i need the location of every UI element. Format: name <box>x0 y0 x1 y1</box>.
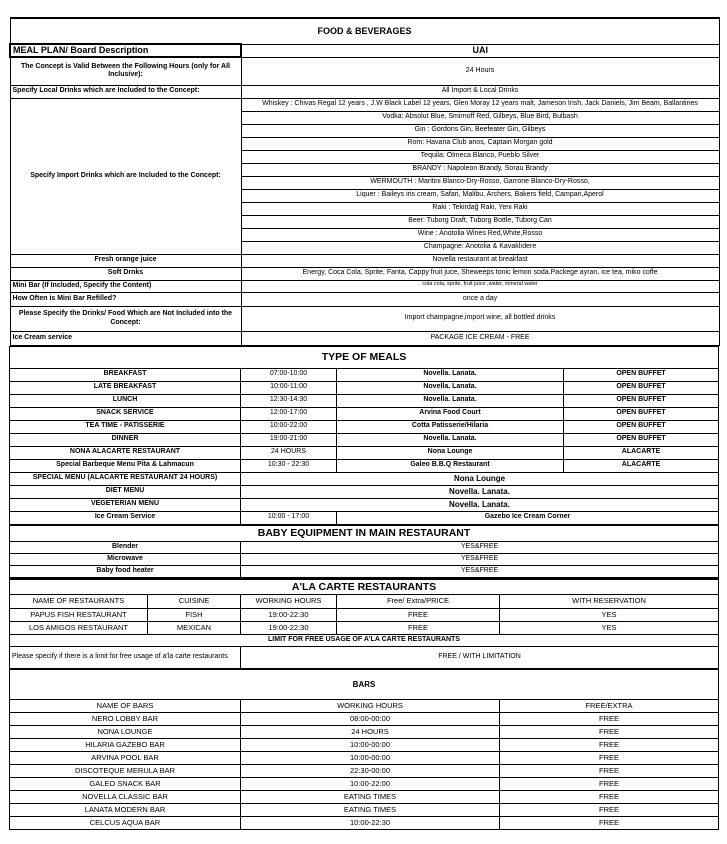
limit-value: FREE / WITH LIMITATION <box>241 647 719 669</box>
meal-plan-label: MEAL PLAN/ Board Description <box>10 44 241 57</box>
meal-place: Novella. Lanata. <box>337 381 564 394</box>
meal-name: NONA ALACARTE RESTAURANT <box>10 446 241 459</box>
meal-time: 12:00-17:00 <box>241 407 337 420</box>
meal-row <box>10 459 719 472</box>
meal-name: Special Barbeque Menu Pita & Lahmacun <box>10 459 241 472</box>
bar-hours: 10:00-22:30 <box>241 817 500 830</box>
baby-row <box>10 565 719 577</box>
baby-item-value: YES&FREE <box>241 553 719 565</box>
meal-name: SNACK SERVICE <box>10 407 241 420</box>
meal-place: Novella. Lanata. <box>337 368 564 381</box>
import-drink-item: Vodka: Absolut Blue, Smirnoff Red, Gilbeys, Blue Bird, Bulbash <box>241 111 719 124</box>
alacarte-name: PAPUS FISH RESTAURANT <box>10 609 148 622</box>
bar-row <box>10 713 719 726</box>
concept-hours-label: The Concept is Valid Between the Following Hours (only for All Inclusive): <box>10 57 241 85</box>
meal-row <box>10 446 719 459</box>
vegetarian-menu-value: Novella. Lanata. <box>241 498 719 511</box>
bar-hours: EATING TIMES <box>241 804 500 817</box>
limit-title: LIMIT FOR FREE USAGE OF A'LA CARTE RESTAURANTS <box>10 635 719 647</box>
meal-name: DINNER <box>10 433 241 446</box>
ice-cream-service-time: 10:00 - 17:00 <box>241 511 337 524</box>
baby-row <box>10 553 719 565</box>
mini-bar-refill-label: How Often is Mini Bar Refilled? <box>10 292 241 306</box>
meal-row <box>10 381 719 394</box>
meal-place: Novella. Lanata. <box>337 433 564 446</box>
bar-hours: 10:00-22:00 <box>241 778 500 791</box>
meal-type: ALACARTE <box>564 459 719 472</box>
bars-table <box>9 669 719 830</box>
bar-name: NERO LOBBY BAR <box>10 713 241 726</box>
bar-hours: 10:00-00:00 <box>241 739 500 752</box>
alacarte-column-header: WORKING HOURS <box>241 595 337 609</box>
alacarte-title: A'LA CARTE RESTAURANTS <box>10 579 719 595</box>
bars-column-header: NAME OF BARS <box>10 700 241 713</box>
baby-item-name: Baby food heater <box>10 565 241 577</box>
meal-row <box>10 394 719 407</box>
meal-time: 19:00-21:00 <box>241 433 337 446</box>
bar-hours: 24 HOURS <box>241 726 500 739</box>
meal-time: 12:30-14:30 <box>241 394 337 407</box>
fresh-juice-label: Fresh orange juice <box>10 254 241 267</box>
bar-name: GALEO SNACK BAR <box>10 778 241 791</box>
meal-name: BREAKFAST <box>10 368 241 381</box>
vegetarian-menu-label: VEGETERIAN MENU <box>10 498 241 511</box>
meal-type: OPEN BUFFET <box>564 420 719 433</box>
meal-place: Novella. Lanata. <box>337 394 564 407</box>
alacarte-cuisine: FISH <box>148 609 241 622</box>
meal-place: Arvina Food Court <box>337 407 564 420</box>
bar-price: FREE <box>500 778 719 791</box>
alacarte-hours: 19:00-22:30 <box>241 609 337 622</box>
special-menu-label: SPECIAL MENU (ALACARTE RESTAURANT 24 HOURS) <box>10 472 241 485</box>
bars-column-header: WORKING HOURS <box>241 700 500 713</box>
import-drink-item: Champagne: Anotolia & Kavaklıdere <box>241 241 719 254</box>
bar-name: DISCOTEQUE MERULA BAR <box>10 765 241 778</box>
bar-price: FREE <box>500 791 719 804</box>
meal-place: Galeo B.B.Q Restaurant <box>337 459 564 472</box>
baby-item-name: Blender <box>10 541 241 553</box>
soft-drinks-value: Energy, Coca Cola, Sprite, Fanta, Cappy fruit juce, Sheweeps tonic lemon soda.Packege ayran, ice tea, miko coffe <box>241 267 719 280</box>
ice-cream-service-place: Gazebo Ice Cream Corner <box>337 511 719 524</box>
alacarte-hours: 19:00-22:30 <box>241 622 337 635</box>
import-drinks-label: Specify Import Drinks which are Included to the Concept: <box>10 98 241 254</box>
bar-row <box>10 765 719 778</box>
import-drink-item: Raki : Tekirdağ Raki, Yeni Raki <box>241 202 719 215</box>
alacarte-column-header: WITH RESERVATION <box>500 595 719 609</box>
meal-row <box>10 407 719 420</box>
alacarte-reservation: YES <box>500 609 719 622</box>
baby-item-value: YES&FREE <box>241 565 719 577</box>
alacarte-table <box>9 578 719 670</box>
import-drink-item: Rom: Havana Club anos, Captain Morgan gold <box>241 137 719 150</box>
meals-table <box>9 346 719 525</box>
bar-hours: EATING TIMES <box>241 791 500 804</box>
bar-row <box>10 817 719 830</box>
meal-plan-value: UAI <box>241 44 719 57</box>
local-drinks-label: Specify Local Drinks which are Included to the Concept: <box>10 85 241 98</box>
meal-row <box>10 420 719 433</box>
ice-cream-label: Ice Cream service <box>10 331 241 345</box>
alacarte-price: FREE <box>337 622 500 635</box>
limit-label: Please specify if there is a limit for free usage of a'la carte restaurants <box>10 647 241 669</box>
meal-type: OPEN BUFFET <box>564 394 719 407</box>
alacarte-column-header: NAME OF RESTAURANTS <box>10 595 148 609</box>
baby-item-value: YES&FREE <box>241 541 719 553</box>
import-drink-item: BRANDY : Napoleon Brandy, Sorau Brandy <box>241 163 719 176</box>
bar-name: NOVELLA CLASSIC BAR <box>10 791 241 804</box>
alacarte-row <box>10 609 719 622</box>
alacarte-column-header: CUISINE <box>148 595 241 609</box>
bar-hours: 10:00-00:00 <box>241 752 500 765</box>
food-beverages-table <box>9 17 720 346</box>
meal-time: 10:00-11:00 <box>241 381 337 394</box>
bar-price: FREE <box>500 713 719 726</box>
alacarte-column-header: Free/ Extra/PRICE <box>337 595 500 609</box>
meal-row <box>10 433 719 446</box>
bar-name: NONA LOUNGE <box>10 726 241 739</box>
mini-bar-label: Mini Bar (If Included, Specify the Content) <box>10 280 241 292</box>
mini-bar-value: cola cola, sprite, fruit juice ,water, mineral water <box>241 280 719 292</box>
import-drink-item: Beer: Tuborg Draft, Tuborg Bottle, Tuborg Can <box>241 215 719 228</box>
local-drinks-value: All Import & Local Drinks <box>241 85 719 98</box>
import-drink-item: Whiskey : Chivas Regal 12 years , J.W Black Label 12 years, Glen Moray 12 years malt, Jameson Irish, Jack Daniels, Jim Beam, Ballantines <box>241 98 719 111</box>
fresh-juice-value: Novella restaurant at breakfast <box>241 254 719 267</box>
bar-row <box>10 804 719 817</box>
bar-price: FREE <box>500 765 719 778</box>
diet-menu-label: DIET MENU <box>10 485 241 498</box>
import-drink-item: Liquer : Baileys iris cream, Safari, Malibu, Archers, Bakers field, Campari,Aperol <box>241 189 719 202</box>
meal-type: OPEN BUFFET <box>564 368 719 381</box>
bar-name: LANATA MODERN BAR <box>10 804 241 817</box>
bar-price: FREE <box>500 804 719 817</box>
meal-row <box>10 368 719 381</box>
bar-price: FREE <box>500 752 719 765</box>
meal-time: 24 HOURS <box>241 446 337 459</box>
import-drink-item: Gin : Gordons Gin, Beefeater Gin, Gilbeys <box>241 124 719 137</box>
bar-row <box>10 726 719 739</box>
meal-name: LATE BREAKFAST <box>10 381 241 394</box>
alacarte-row <box>10 622 719 635</box>
baby-item-name: Microwave <box>10 553 241 565</box>
bar-price: FREE <box>500 726 719 739</box>
alacarte-price: FREE <box>337 609 500 622</box>
alacarte-cuisine: MEXICAN <box>148 622 241 635</box>
import-drink-item: Tequila: Olmeca Blanco, Pueblo Silver <box>241 150 719 163</box>
bar-price: FREE <box>500 739 719 752</box>
not-included-label: Please Specify the Drinks/ Food Which are Not Included into the Concept: <box>10 306 241 331</box>
meal-name: TEA TIME - PATISSERIE <box>10 420 241 433</box>
bar-name: ARVINA POOL BAR <box>10 752 241 765</box>
bar-price: FREE <box>500 817 719 830</box>
soft-drinks-label: Soft Drnks <box>10 267 241 280</box>
meal-type: OPEN BUFFET <box>564 381 719 394</box>
ice-cream-service-label: Ice Cream Service <box>10 511 241 524</box>
bar-row <box>10 778 719 791</box>
bars-title: BARS <box>10 670 719 700</box>
meals-title: TYPE OF MEALS <box>10 346 719 368</box>
bar-name: HILARIA GAZEBO BAR <box>10 739 241 752</box>
page-title: FOOD & BEVERAGES <box>10 18 719 44</box>
bar-row <box>10 791 719 804</box>
meal-name: LUNCH <box>10 394 241 407</box>
alacarte-name: LOS AMIGOS RESTAURANT <box>10 622 148 635</box>
baby-equipment-table <box>9 525 719 578</box>
fact-sheet <box>9 17 718 830</box>
meal-time: 07:00-10:00 <box>241 368 337 381</box>
meal-time: 10:00-22:00 <box>241 420 337 433</box>
baby-title: BABY EQUIPMENT IN MAIN RESTAURANT <box>10 525 719 541</box>
meal-type: OPEN BUFFET <box>564 407 719 420</box>
meal-type: OPEN BUFFET <box>564 433 719 446</box>
ice-cream-value: PACKAGE ICE CREAM - FREE <box>241 331 719 345</box>
bar-name: CELCUS AQUA BAR <box>10 817 241 830</box>
import-drink-item: Wine : Anotolia Wines Red,White,Rosso <box>241 228 719 241</box>
not-included-value: Import champagne,import wine, all bottled drinks <box>241 306 719 331</box>
meal-place: Cotta Patisserie/Hilaria <box>337 420 564 433</box>
diet-menu-value: Novella. Lanata. <box>241 485 719 498</box>
bars-column-header: FREE/EXTRA <box>500 700 719 713</box>
bar-row <box>10 752 719 765</box>
special-menu-value: Nona Lounge <box>241 472 719 485</box>
bar-hours: 08:00-00:00 <box>241 713 500 726</box>
bar-row <box>10 739 719 752</box>
meal-time: 10:30 - 22:30 <box>241 459 337 472</box>
baby-row <box>10 541 719 553</box>
import-drink-item: WERMOUTH : Maritini Blanco-Dry-Rosso, Garrone Blanco-Dry-Rosso, <box>241 176 719 189</box>
alacarte-reservation: YES <box>500 622 719 635</box>
bar-hours: 22:30-00:00 <box>241 765 500 778</box>
meal-place: Nona Lounge <box>337 446 564 459</box>
concept-hours-value: 24 Hours <box>241 57 719 85</box>
mini-bar-refill-value: once a day <box>241 292 719 306</box>
meal-type: ALACARTE <box>564 446 719 459</box>
